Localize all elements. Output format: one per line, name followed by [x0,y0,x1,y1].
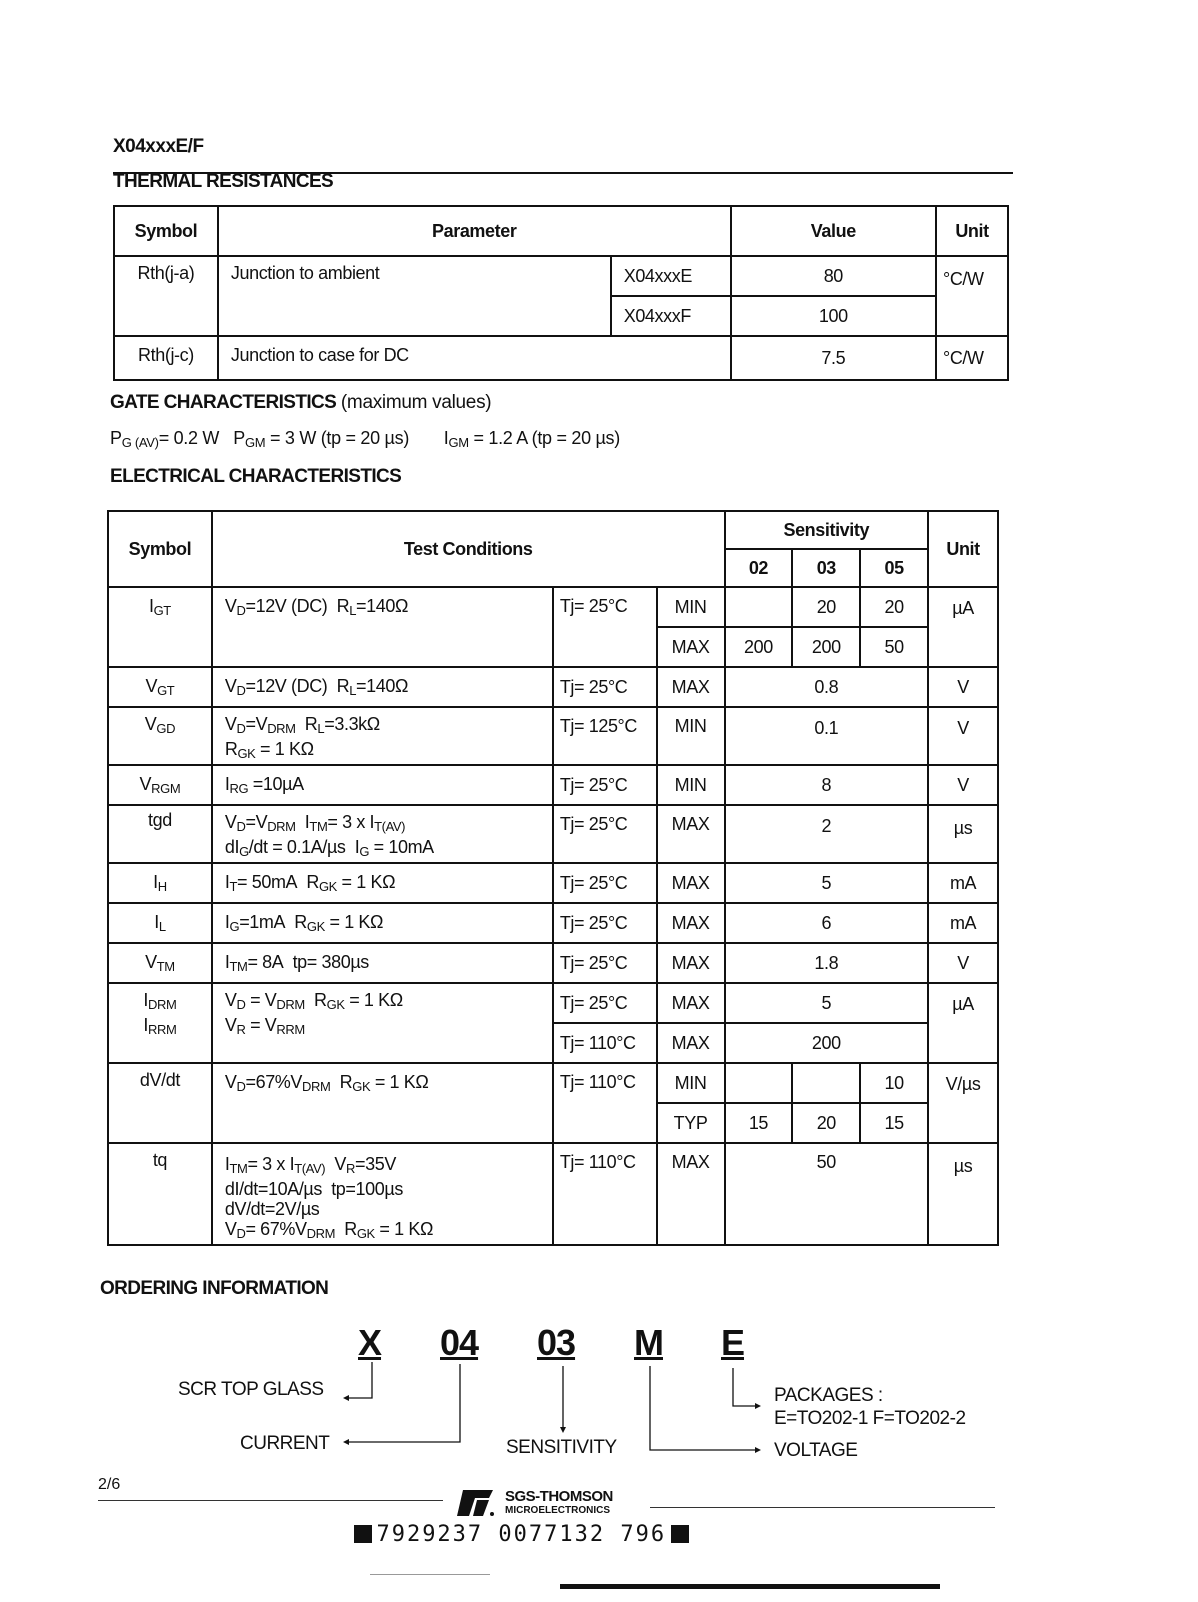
value-05: 10 [860,1063,928,1103]
limit-cell: MAX [657,863,725,903]
value-05: 50 [860,627,928,667]
value-03: 200 [792,627,860,667]
arrow-icon [755,1447,761,1453]
header-sensitivity: Sensitivity [725,511,929,549]
limit-cell: MAX [657,903,725,943]
condition-cell: $I_{RG} =10\mu A$ [212,765,553,805]
condition-cell: $V_D = V_{DRM}$ $R_{GK} = 1$ KΩ $V_R = V_{RRM}$ [212,983,553,1063]
tj-cell: Tj= 25°C [553,667,657,707]
symbol-cell: $V_{GT}$ [108,667,212,707]
gate-title: GATE CHARACTERISTICS [110,392,337,413]
limit-cell: MAX [657,1143,725,1245]
unit-cell: V [928,943,998,983]
tj-cell: Tj= 25°C [553,863,657,903]
unit-cell: V [928,667,998,707]
limit-cell: MIN [657,707,725,765]
unit-cell: µs [928,1143,998,1245]
symbol-cell: dV/dt [108,1063,212,1143]
limit-cell: MIN [657,587,725,627]
condition-cell: $V_D=12V$ (DC) $R_L=140\Omega$ [212,587,553,667]
arrow-icon [755,1403,761,1409]
value-cell: 2 [725,805,929,863]
symbol-cell: $I_H$ [108,863,212,903]
tj-cell: Tj= 110°C [553,1023,657,1063]
unit-cell: µs [928,805,998,863]
unit-cell: V [928,765,998,805]
label-sensitivity: SENSITIVITY [506,1437,617,1458]
footer-rule-right [650,1507,995,1508]
value-cell: 0.1 [725,707,929,765]
brand-subtitle: MICROELECTRONICS [505,1505,610,1516]
package-connector [733,1368,758,1406]
value-cell: 5 [725,983,929,1023]
barcode-line [354,1522,689,1547]
tj-cell: Tj= 25°C [553,587,657,667]
unit-cell: mA [928,903,998,943]
limit-cell: MAX [657,1023,725,1063]
tj-cell: Tj= 25°C [553,983,657,1023]
header-symbol: Symbol [114,206,218,256]
limit-cell: MAX [657,667,725,707]
pg-subscript: G (AV) [121,435,159,450]
pgm-symbol: P [233,428,245,448]
symbol-cell: $I_L$ [108,903,212,943]
tj-cell: Tj= 110°C [553,1143,657,1245]
tj-cell: Tj= 110°C [553,1063,657,1143]
header-test-conditions: Test Conditions [212,511,725,587]
tj-cell: Tj= 25°C [553,805,657,863]
scan-artifact-bar [560,1584,940,1589]
code-voltage: M [634,1322,663,1363]
parameter-cell: Junction to case for DC [218,336,731,380]
page-number: 2/6 [98,1476,121,1493]
header-sens-03: 03 [792,549,860,587]
scr-connector [345,1362,372,1398]
igm-subscript: GM [448,435,469,450]
code-sensitivity: 03 [537,1322,576,1363]
limit-cell: MIN [657,765,725,805]
tj-cell: Tj= 25°C [553,765,657,805]
symbol-cell: $V_{RGM}$ [108,765,212,805]
condition-cell: $V_D=67\%V_{DRM}$ $R_{GK} = 1$ KΩ [212,1063,553,1143]
limit-cell: MAX [657,983,725,1023]
symbol-cell: Rth(j-a) [114,256,218,336]
thermal-section-title: THERMAL RESISTANCES [113,171,334,192]
limit-cell: MIN [657,1063,725,1103]
label-voltage: VOLTAGE [774,1440,858,1461]
current-connector [345,1364,460,1442]
variant-cell: X04xxxE [611,256,731,296]
pgm-value: = 3 W (tp = 20 µs) [270,428,410,448]
st-logo-icon [455,1488,495,1518]
value-cell: 7.5 [731,336,936,380]
value-cell: 0.8 [725,667,929,707]
symbol-cell: $V_{GD}$ [108,707,212,765]
limit-cell: MAX [657,805,725,863]
symbol-cell: $V_{TM}$ [108,943,212,983]
value-05: 15 [860,1103,928,1143]
barcode-number: 7929237 0077132 796 [376,1522,667,1547]
value-cell: 6 [725,903,929,943]
label-scr-top-glass: SCR TOP GLASS [178,1379,324,1400]
value-03: 20 [792,1103,860,1143]
limit-cell: TYP [657,1103,725,1143]
ordering-section-title: ORDERING INFORMATION [100,1278,329,1299]
header-unit: Unit [928,511,998,587]
unit-cell: V [928,707,998,765]
value-cell: 50 [725,1143,929,1245]
label-packages: PACKAGES : [774,1385,883,1406]
limit-cell: MAX [657,943,725,983]
electrical-section-title: ELECTRICAL CHARACTERISTICS [110,466,402,487]
condition-cell: $V_D=V_{DRM}$ $R_L=3.3k\Omega$ $R_{GK} = 1$ KΩ [212,707,553,765]
limit-cell: MAX [657,627,725,667]
igm-symbol: I [443,428,449,448]
condition-cell: $V_D=V_{DRM}$ $I_{TM}= 3$ x $I_{T(AV)}$ $dI_G/dt = 0.1A/\mu s$ $I_G = 10mA$ [212,805,553,863]
value-03: 20 [792,587,860,627]
igm-value: = 1.2 A (tp = 20 µs) [473,428,620,448]
value-05: 20 [860,587,928,627]
unit-cell: °C/W [936,256,1008,336]
unit-cell: °C/W [936,336,1008,380]
square-mark-icon [354,1525,372,1543]
header-sens-02: 02 [725,549,793,587]
value-cell: 1.8 [725,943,929,983]
voltage-connector [650,1366,758,1450]
tj-cell: Tj= 25°C [553,943,657,983]
value-cell: 200 [725,1023,929,1063]
scan-artifact-line [370,1574,490,1575]
code-package: E [721,1322,745,1363]
header-symbol: Symbol [108,511,212,587]
symbol-cell: $I_{GT}$ [108,587,212,667]
gate-subtitle: (maximum values) [340,392,492,413]
label-current: CURRENT [240,1433,330,1454]
header-sens-05: 05 [860,549,928,587]
unit-cell: mA [928,863,998,903]
symbol-cell: tq [108,1143,212,1245]
arrow-icon [560,1427,566,1433]
condition-cell: $I_T= 50mA$ $R_{GK} = 1$ KΩ [212,863,553,903]
tj-cell: Tj= 25°C [553,903,657,943]
value-cell: 8 [725,765,929,805]
brand-name: SGS-THOMSON [505,1488,613,1505]
tj-cell: Tj= 125°C [553,707,657,765]
arrow-icon [343,1395,349,1401]
condition-cell: $I_{TM}= 3$ x $I_{T(AV)}$ $V_R=35V$ dI/dt=10A/µs tp=100µs dV/dt=2V/µs $V_D= 67\%V_{DRM}$ $R_{GK} = 1$ KΩ [212,1143,553,1245]
condition-cell: $V_D=12V$ (DC) $R_L=140\Omega$ [212,667,553,707]
value-02: 200 [725,627,793,667]
unit-cell: µA [928,587,998,667]
code-type: X [358,1322,382,1363]
value-02: 15 [725,1103,793,1143]
document-part-title: X04xxxE/F [113,136,204,157]
pgm-subscript: GM [244,435,266,450]
value-cell: 5 [725,863,929,903]
pg-symbol: P [110,428,122,448]
symbol-cell: tgd [108,805,212,863]
symbol-cell: Rth(j-c) [114,336,218,380]
arrow-icon [343,1439,349,1445]
label-packages-detail: E=TO202-1 F=TO202-2 [774,1408,966,1429]
header-value: Value [731,206,936,256]
unit-cell: µA [928,983,998,1063]
square-mark-icon [671,1525,689,1543]
footer-rule-left [98,1500,443,1501]
condition-cell: $I_G=1mA$ $R_{GK} = 1$ KΩ [212,903,553,943]
pg-value: = 0.2 W [158,428,220,448]
header-unit: Unit [936,206,1008,256]
variant-cell: X04xxxF [611,296,731,336]
code-current: 04 [440,1322,479,1363]
header-parameter: Parameter [218,206,731,256]
symbol-cell: $I_{DRM}$ $I_{RRM}$ [108,983,212,1063]
condition-cell: $I_{TM}= 8A$ tp= 380µs [212,943,553,983]
parameter-cell: Junction to ambient [218,256,611,336]
value-cell: 80 [731,256,936,296]
unit-cell: V/µs [928,1063,998,1143]
value-cell: 100 [731,296,936,336]
